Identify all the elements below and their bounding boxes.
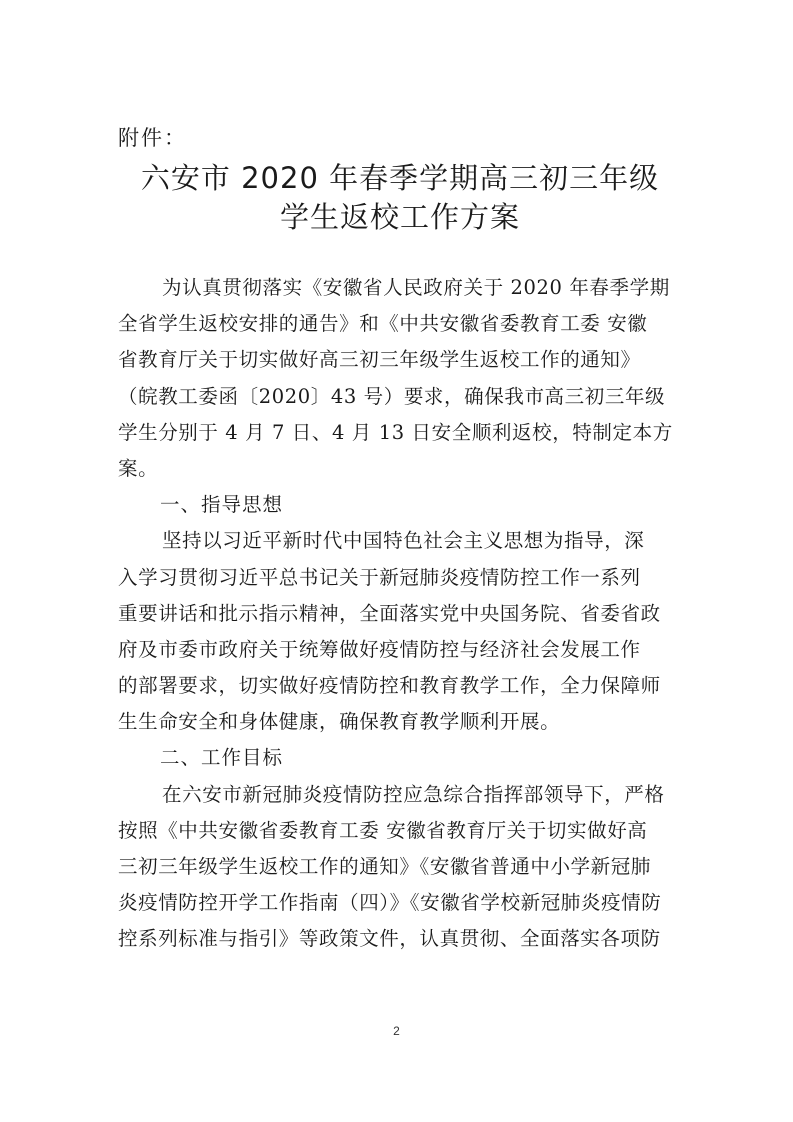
paragraph-line: 入学习贯彻习近平总书记关于新冠肺炎疫情防控工作一系列 <box>118 565 641 589</box>
section-heading-guiding-ideology: 一、指导思想 <box>160 493 284 517</box>
document-title-line-2: 学生返校工作方案 <box>279 200 520 234</box>
paragraph-line: 按照《中共安徽省委教育工委 安徽省教育厅关于切实做好高 <box>118 818 648 842</box>
paragraph-line: 控系列标准与指引》等政策文件，认真贯彻、全面落实各项防 <box>118 927 661 951</box>
paragraph-line: 生生命安全和身体健康，确保教育教学顺利开展。 <box>118 710 561 734</box>
page-number: 2 <box>393 1024 400 1038</box>
intro-line: 为认真贯彻落实《安徽省人民政府关于 2020 年春季学期 <box>162 276 670 299</box>
intro-line: 案。 <box>118 456 159 480</box>
paragraph-line: 的部署要求，切实做好疫情防控和教育教学工作，全力保障师 <box>118 674 661 698</box>
paragraph-line: 坚持以习近平新时代中国特色社会主义思想为指导，深 <box>162 529 645 553</box>
intro-line: 全省学生返校安排的通告》和《中共安徽省委教育工委 安徽 <box>118 312 648 336</box>
paragraph-line: 炎疫情防控开学工作指南（四）》《安徽省学校新冠肺炎疫情防 <box>118 891 662 915</box>
intro-line: （皖教工委函〔2020〕43 号）要求，确保我市高三初三年级 <box>118 384 666 408</box>
section-heading-work-goals: 二、工作目标 <box>160 746 284 770</box>
paragraph-line: 在六安市新冠肺炎疫情防控应急综合指挥部领导下，严格 <box>162 782 665 806</box>
paragraph-line: 重要讲话和批示指示精神，全面落实党中央国务院、省委省政 <box>118 601 661 625</box>
paragraph-line: 府及市委市政府关于统筹做好疫情防控与经济社会发展工作 <box>118 637 641 661</box>
intro-line: 省教育厅关于切实做好高三初三年级学生返校工作的通知》 <box>118 348 641 372</box>
document-body <box>118 270 688 958</box>
document-title-line-1: 六安市 2020 年春季学期高三初三年级 <box>140 161 660 195</box>
attachment-label: 附件： <box>118 126 187 150</box>
intro-line: 学生分别于 4 月 7 日、4 月 13 日安全顺利返校，特制定本方 <box>118 420 673 444</box>
paragraph-line: 三初三年级学生返校工作的通知》《安徽省普通中小学新冠肺 <box>118 855 651 878</box>
